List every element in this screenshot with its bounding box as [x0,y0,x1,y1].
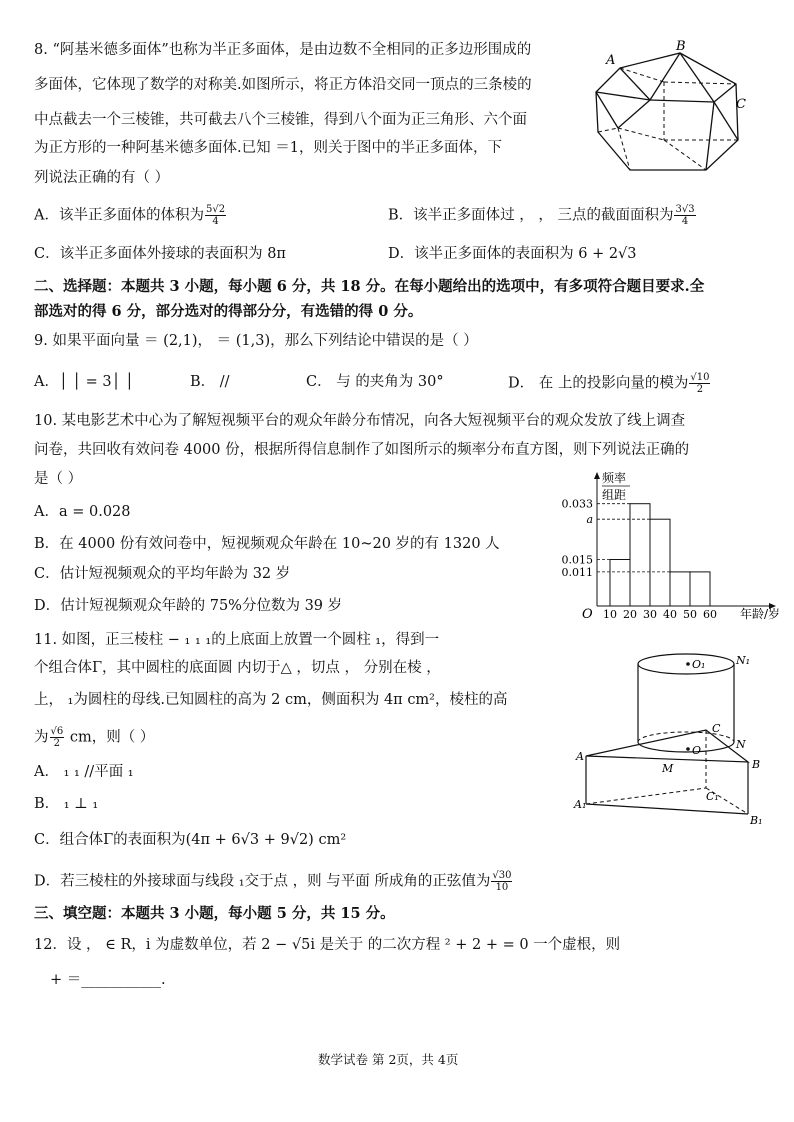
x-tick-label: 20 [623,608,637,621]
q8-line-1: 8. “阿基米德多面体”也称为半正多面体，是由边数不全相同的正多边形围成的 [34,42,532,58]
q11-option-c: C．组合体Γ的表面积为(4π + 6√3 + 9√2) cm² [34,832,347,848]
section-2-heading: 二、选择题：本题共 3 小题，每小题 6 分，共 18 分。在每小题给出的选项中，有多项符合题目要求.全 [34,278,705,295]
q11-option-d-fraction: $\frac{√30}{10}$ [492,870,512,893]
y-tick-label: 0.015 [561,553,593,567]
q11-option-a: A． ₁ ₁ //平面 ₁ [34,764,134,780]
section-3-heading: 三、填空题：本题共 3 小题，每小题 5 分，共 15 分。 [34,905,395,922]
label-c: C [712,722,721,735]
q8-line-3: 中点截去一个三棱锥，共可截去八个三棱锥，得到八个面为正三角形、六个面 [34,112,527,128]
q8-option-a-fraction: $\frac{5√2}{4}$ [205,204,226,227]
x-axis-label: 年龄/岁 [740,607,781,621]
q11-option-b: B． ₁ ⊥ ₁ [34,796,99,812]
q9-option-c: C． 与 的夹角为 30° [306,374,444,390]
q8-option-b-text: B．该半正多面体过 ， ， 三点的截面面积为 [388,207,674,224]
q10-option-b: B．在 4000 份有效问卷中，短视频观众年龄在 10~20 岁的有 1320 人 [34,536,500,552]
x-tick-label: 50 [683,608,697,621]
page-footer: 数学试卷 第 2页，共 4页 [318,1052,459,1067]
histogram-bar-40-50 [670,572,690,606]
q8-option-a-text: A．该半正多面体的体积为 [34,207,204,224]
x-tick-label: 40 [663,608,677,621]
label-o: O [692,744,702,757]
label-b: B [676,40,686,54]
q11-line-1: 11. 如图，正三棱柱 − ₁ ₁ ₁的上底面上放置一个圆柱 ₁，得到一 [34,632,440,648]
q8-option-a [34,204,227,227]
y-tick-label: a [586,513,593,527]
histogram-bar-50-60 [690,572,710,606]
q9-stem: 9. 如果平面向量 ＝ (2,1)， ＝ (1,3)，那么下列结论中错误的是（ ） [34,333,478,349]
label-c: C [736,97,746,112]
label-b: B [752,758,761,771]
q8-line-5: 列说法正确的有（ ） [34,170,170,186]
y-label-bottom: 组距 [602,488,627,502]
q9-option-b: B． // [190,374,230,390]
q9-option-d [508,372,711,395]
q11-line-4: 为 $\frac{√6}{2}$ cm，则（ ） [34,726,155,749]
q11-option-d-text: D．若三棱柱的外接球面与线段 ₁交于点 ，则 与平面 所成角的正弦值为 [34,873,491,890]
q9-option-d-fraction: $\frac{√10}{2}$ [690,372,710,395]
q8-option-c: C．该半正多面体外接球的表面积为 8π [34,246,286,262]
origin-label: O [582,607,593,622]
cylinder-top [638,654,734,674]
label-n1: N₁ [736,654,751,667]
label-a: A [606,53,616,68]
cylinder-bottom-front [638,742,734,752]
section-2-heading-cont: 部选对的得 6 分，部分选对的得部分分，有选错的得 0 分。 [34,303,423,320]
q12-line-1: 12．设 ， ∈ R，i 为虚数单位，若 2 − √5i 是关于 的二次方程 ² + 2 + = 0 一个虚根，则 [34,937,621,953]
q8-line-2: 多面体，它体现了数学的对称美.如图所示，将正方体沿交同一顶点的三条棱的 [34,77,532,93]
q11-option-d [34,870,513,893]
polyhedron-outline [596,53,738,170]
label-b1: B₁ [750,814,763,827]
q8-option-d: D．该半正多面体的表面积为 6 + 2√3 [388,246,637,262]
y-tick-label: 0.033 [561,497,593,511]
y-axis-arrow [594,472,600,479]
q10-option-c: C．估计短视频观众的平均年龄为 32 岁 [34,566,291,582]
q9-option-a: A．│ │ = 3│ │ [34,374,134,390]
label-n: N [736,738,746,751]
y-label-top: 频率 [602,471,627,485]
x-tick-label: 30 [643,608,657,621]
q11-line-2: 个组合体Γ，其中圆柱的底面圆 内切于△ ，切点 ， 分别在棱 ， [34,660,441,676]
y-tick-label: 0.011 [561,565,593,579]
label-c1: C₁ [706,790,719,803]
x-tick-label: 10 [603,608,617,621]
prism-top-face [586,730,748,762]
q11-prism-cylinder-figure [572,648,772,828]
q10-line-3: 是（ ） [34,471,83,487]
label-m: M [662,762,674,775]
label-a1: A₁ [574,798,587,811]
x-tick-label: 60 [703,608,717,621]
q9-option-d-text: D． 在 上的投影向量的模为 [508,375,689,392]
q10-option-a: A．a = 0.028 [34,504,131,520]
q12-line-2: + ＝___________. [50,972,166,988]
q11-height-fraction: $\frac{√6}{2}$ [50,726,64,749]
q8-option-b-fraction: $\frac{3√3}{4}$ [675,204,695,227]
label-o1: O₁ [692,658,706,671]
q10-histogram [560,466,782,626]
q10-line-1: 10. 某电影艺术中心为了解短视频平台的观众年龄分布情况，向各大短视频平台的观众发放了线上调查 [34,413,686,429]
histogram-bar-30-40 [650,519,670,606]
label-a: A [576,750,584,763]
q8-option-b [388,204,697,227]
q11-line-3: 上， ₁为圆柱的母线.已知圆柱的高为 2 cm，侧面积为 4π cm²，棱柱的高 [34,692,508,708]
q10-line-2: 问卷，共回收有效问卷 4000 份，根据所得信息制作了如图所示的频率分布直方图，则下列说法正确的 [34,442,690,458]
q8-polyhedron-figure [588,40,763,180]
q10-option-d: D．估计短视频观众年龄的 75%分位数为 39 岁 [34,598,343,614]
q8-line-4: 为正方形的一种阿基米德多面体.已知 ＝1，则关于图中的半正多面体，下 [34,140,502,156]
histogram-bar-10-20 [610,560,630,607]
